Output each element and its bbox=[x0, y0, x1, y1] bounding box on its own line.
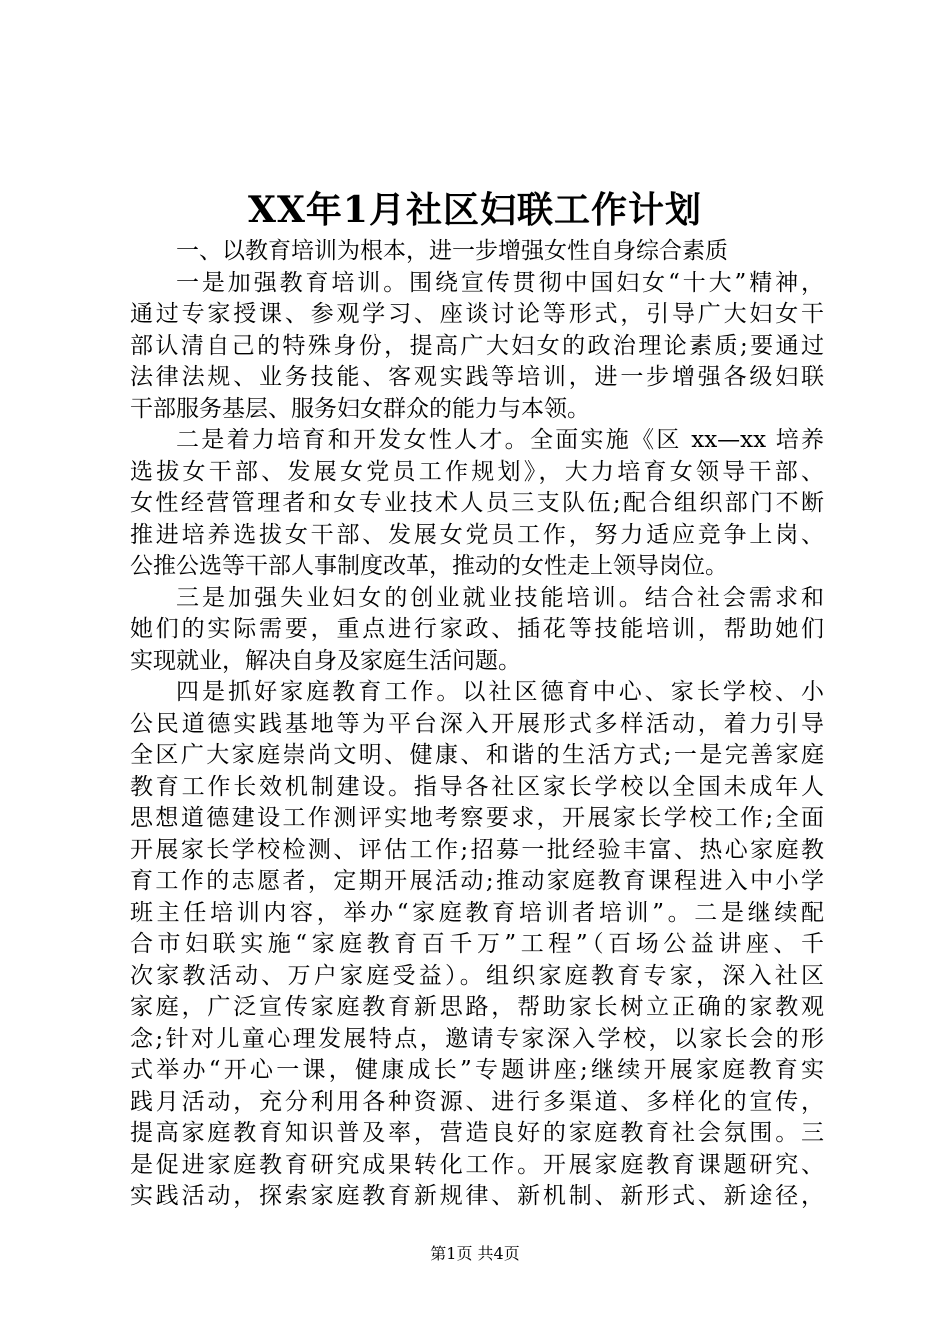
paragraph-line: 合市妇联实施“家庭教育百千万”工程”（百场公益讲座、千 bbox=[130, 931, 824, 957]
paragraph-line: 开展家长学校检测、评估工作;招募一批经验丰富、热心家庭教 bbox=[130, 836, 824, 863]
paragraph-line: 家庭，广泛宣传家庭教育新思路，帮助家长树立正确的家教观 bbox=[130, 994, 824, 1020]
paragraph-line: 实现就业，解决自身及家庭生活问题。 bbox=[130, 647, 521, 674]
paragraph-line: 全区广大家庭崇尚文明、健康、和谐的生活方式;一是完善家庭 bbox=[130, 742, 824, 768]
paragraph-line: 念;针对儿童心理发展特点，邀请专家深入学校，以家长会的形 bbox=[130, 1025, 824, 1052]
paragraph-line: 实践活动，探索家庭教育新规律、新机制、新形式、新途径， bbox=[130, 1183, 824, 1209]
paragraph-line: 推进培养选拔女干部、发展女党员工作，努力适应竞争上岗、 bbox=[130, 521, 824, 548]
paragraph-line: 女性经营管理者和女专业技术人员三支队伍;配合组织部门不断 bbox=[130, 490, 824, 516]
document-body bbox=[130, 236, 824, 1213]
paragraph-line: 干部服务基层、服务妇女群众的能力与本领。 bbox=[130, 395, 590, 422]
paragraph-line: 育工作的志愿者，定期开展活动;推动家庭教育课程进入中小学 bbox=[130, 868, 824, 894]
paragraph-line: 二是着力培育和开发女性人才。全面实施《区 xx—xx 培养 bbox=[176, 427, 824, 453]
paragraph-line: 式举办“开心一课，健康成长”专题讲座;继续开展家庭教育实 bbox=[130, 1057, 824, 1083]
paragraph-line: 是促进家庭教育研究成果转化工作。开展家庭教育课题研究、 bbox=[130, 1151, 824, 1178]
document-title: XX年1月社区妇联工作计划 bbox=[248, 189, 702, 231]
paragraph-line: 通过专家授课、参观学习、座谈讨论等形式，引导广大妇女干 bbox=[130, 301, 824, 327]
section-heading: 一、以教育培训为根本，进一步增强女性自身综合素质 bbox=[176, 238, 728, 264]
paragraph-line: 三是加强失业妇女的创业就业技能培训。结合社会需求和 bbox=[176, 584, 824, 611]
paragraph-line: 她们的实际需要，重点进行家政、插花等技能培训，帮助她们 bbox=[130, 616, 824, 642]
paragraph-line: 一是加强教育培训。围绕宣传贯彻中国妇女“十大”精神， bbox=[176, 269, 824, 296]
paragraph-line: 选拔女干部、发展女党员工作规划》，大力培育女领导干部、 bbox=[130, 458, 824, 485]
paragraph-line: 四是抓好家庭教育工作。以社区德育中心、家长学校、小 bbox=[176, 679, 824, 705]
paragraph-line: 公推公选等干部人事制度改革，推动的女性走上领导岗位。 bbox=[130, 553, 728, 579]
paragraph-line: 法律法规、业务技能、客观实践等培训，进一步增强各级妇联 bbox=[130, 364, 824, 390]
paragraph-line: 提高家庭教育知识普及率，营造良好的家庭教育社会氛围。三 bbox=[130, 1120, 824, 1146]
paragraph-line: 部认清自己的特殊身份，提高广大妇女的政治理论素质;要通过 bbox=[130, 332, 824, 359]
paragraph-line: 思想道德建设工作测评实地考察要求，开展家长学校工作;全面 bbox=[130, 805, 824, 831]
paragraph-line: 班主任培训内容，举办“家庭教育培训者培训”。二是继续配 bbox=[130, 899, 824, 926]
paragraph-line: 教育工作长效机制建设。指导各社区家长学校以全国未成年人 bbox=[130, 773, 824, 800]
paragraph-line: 次家教活动、万户家庭受益）。组织家庭教育专家，深入社区 bbox=[130, 962, 824, 989]
paragraph-line: 公民道德实践基地等为平台深入开展形式多样活动，着力引导 bbox=[130, 710, 824, 737]
page-number-footer: 第1页 共4页 bbox=[430, 1244, 520, 1263]
paragraph-line: 践月活动，充分利用各种资源、进行多渠道、多样化的宣传， bbox=[130, 1088, 824, 1115]
